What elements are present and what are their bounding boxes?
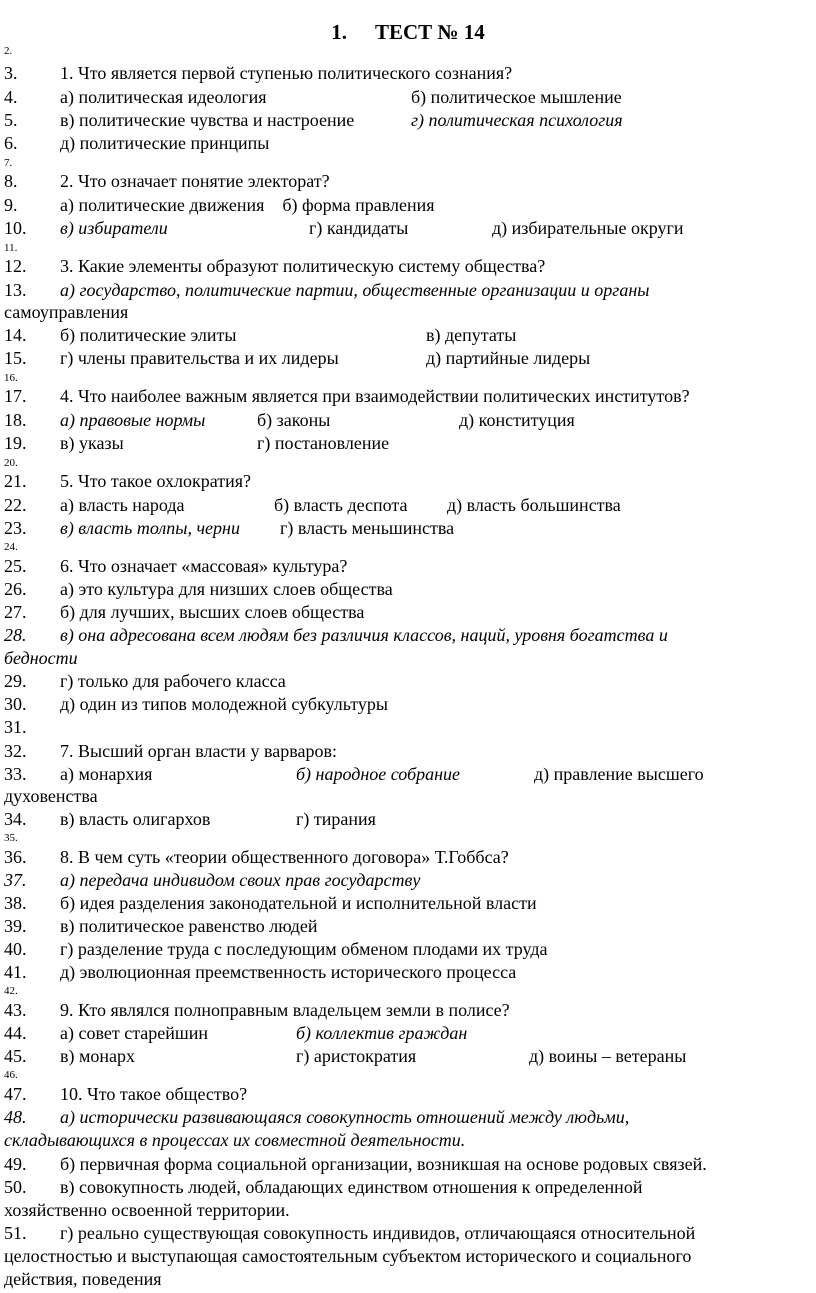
title-text: ТЕСТ № 14 — [374, 20, 485, 44]
page-title — [0, 20, 816, 45]
answer-continuation: бедности — [4, 648, 78, 668]
answer-continuation: хозяйственно освоенной территории. — [4, 1200, 290, 1220]
title-number: 1. — [331, 20, 347, 44]
answer-continuation: складывающихся в процессах их совместной деятельности. — [4, 1130, 466, 1150]
answer-continuation: самоуправления — [4, 302, 129, 322]
answer-continuation: духовенства — [4, 786, 98, 806]
answer-continuation: действия, поведения — [4, 1269, 162, 1289]
answer-continuation: целостностью и выступающая самостоятельным субъектом исторического и социального — [4, 1246, 692, 1266]
